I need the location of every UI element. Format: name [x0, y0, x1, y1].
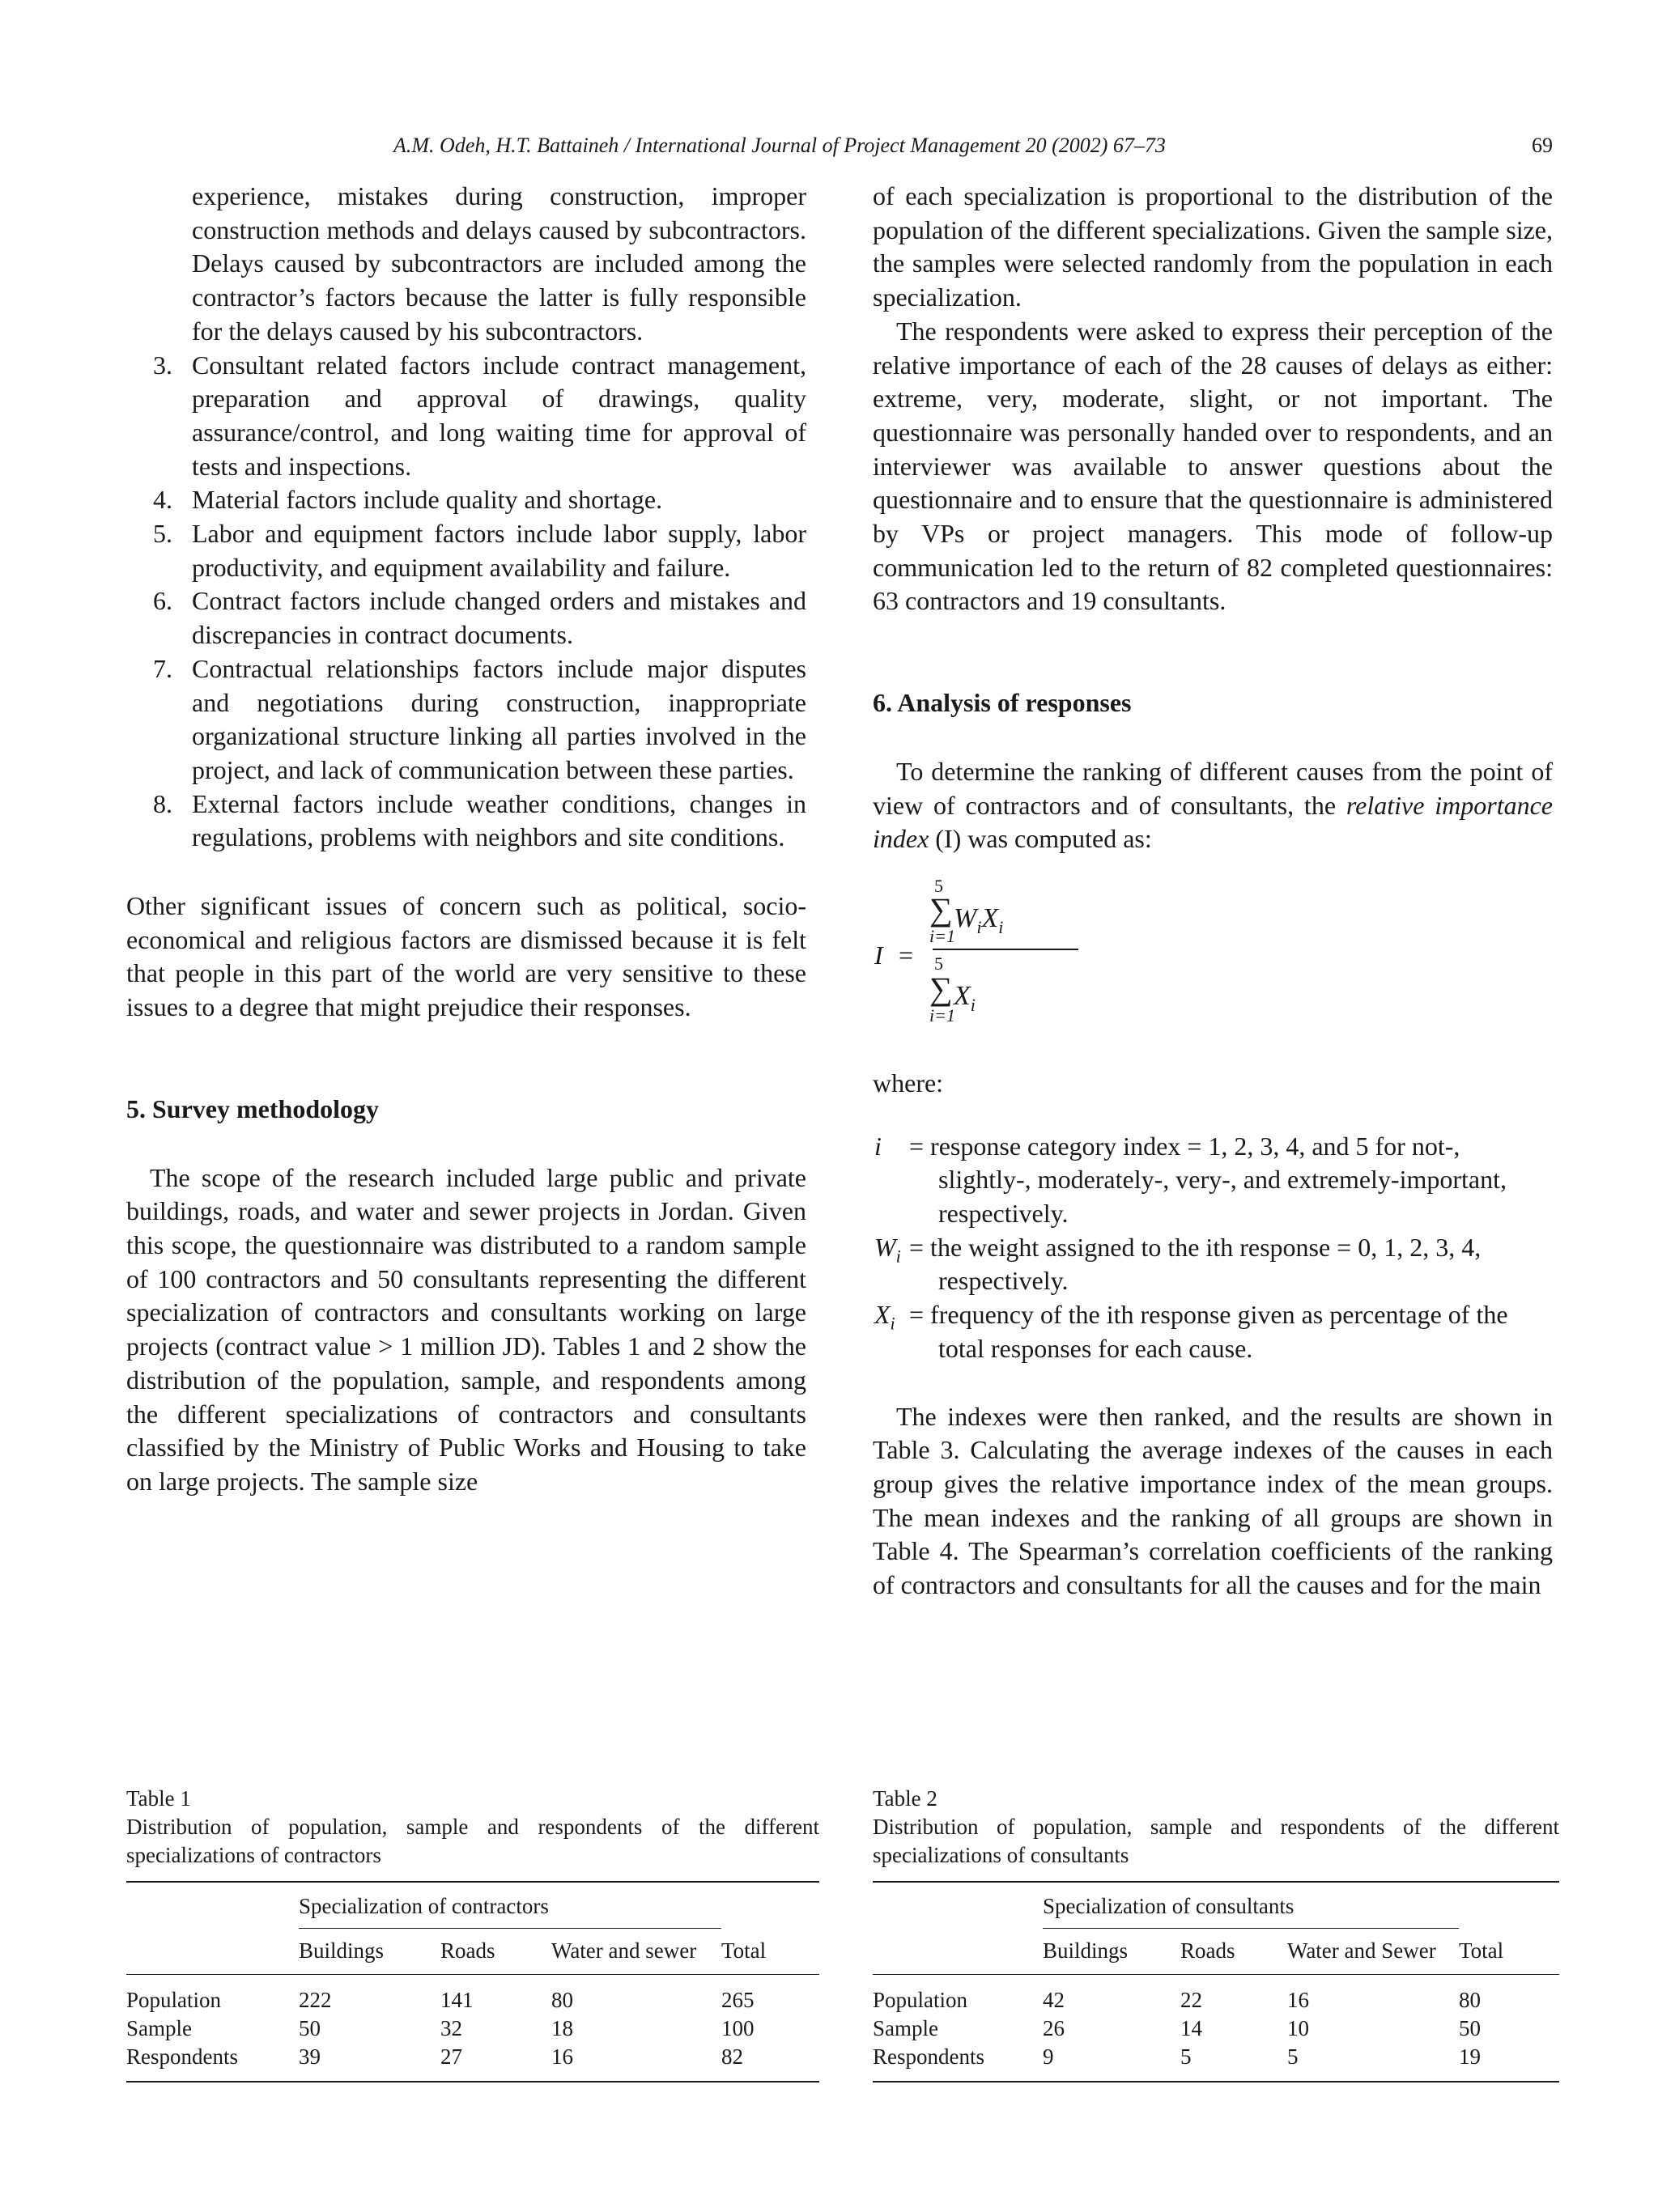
column-header: Total [1459, 1929, 1559, 1975]
table-cell: Population [126, 1988, 222, 2012]
paragraph-respondents: The respondents were asked to express their perception of the relative importance of each of the 28 causes of delays as either: extreme, very, moderate, slight, or not important. The questionnaire was personally handed over to respondents, and an interviewer was available to answer questions about the questionnaire and to ensure that the questionnaire is administered by VPs or project managers. This mode of follow-up communication led to the return of 82 completed questionnaires: 63 contractors and 19 consultants. [873, 316, 1553, 616]
list-item [126, 483, 806, 517]
column-header: Buildings [299, 1929, 440, 1975]
table-2-spanner: Specialization of consultants [1043, 1883, 1459, 1929]
definition-wi [873, 1231, 1553, 1298]
definition-i [873, 1130, 1553, 1231]
table-cell: 82 [721, 2043, 819, 2082]
table-cell: 16 [551, 2043, 721, 2082]
definition-text-continued: of the total responses for each cause. [938, 1300, 1508, 1363]
running-head: A.M. Odeh, H.T. Battaineh / International Journal of Project Management 20 (2002) 67–73 [393, 134, 1166, 157]
column-header: Total [721, 1929, 819, 1975]
table-cell: 39 [299, 2043, 440, 2082]
table-cell: Population [873, 1988, 968, 2012]
table-cell: 141 [440, 1988, 474, 2012]
left-column [126, 180, 806, 1499]
where-label: where: [873, 1068, 944, 1098]
paragraph-sample-continued: of each specialization is proportional to the distribution of the population of the different specializations. Given the sample size, the samples were selected randomly from the population in each specialization. [873, 181, 1553, 312]
table-1-spanner: Specialization of contractors [299, 1883, 721, 1929]
table-cell: 22 [1180, 1988, 1202, 2012]
denominator-lower-limit: i=1 [929, 1004, 955, 1025]
table-cell: 32 [440, 2016, 462, 2040]
denominator-sum-symbol: ∑ [929, 970, 953, 1007]
table-cell: 18 [551, 2016, 573, 2040]
term-relative-importance-index: relative importance index [873, 790, 1553, 854]
table-1-label: Table 1 [126, 1786, 191, 1811]
list-number: 7. [153, 653, 172, 683]
list-text: Contractual relationships factors include major disputes and negotiations during construction, inappropriate organizational structure linking all parties involved in the project, and lack of communication between these parties. [192, 653, 806, 784]
definitions [873, 1130, 1553, 1366]
table-header-row [873, 1929, 1559, 1975]
list-item [126, 584, 806, 652]
list-item-2-continued: experience, mistakes during construction, improper construction methods and delays caused by subcontractors. Delays caused by subcontractors are included among the contractor’s factors because the latter is fully responsible for the delays caused by his subcontractors. [192, 181, 806, 346]
list-number: 6. [153, 586, 172, 616]
numerator-upper-limit: 5 [934, 875, 943, 896]
denominator-term: $X_i$ [954, 980, 976, 1015]
table-cell: Sample [873, 2016, 938, 2040]
formula-lhs: I [874, 940, 883, 970]
table-cell: 265 [721, 1988, 755, 2012]
table-row [873, 2043, 1559, 2082]
list-text: External factors include weather conditions, changes in regulations, problems with neighbors and site conditions. [192, 788, 806, 852]
definition-text-continued: 4, respectively. [938, 1232, 1482, 1296]
section-6-title: 6. Analysis of responses [873, 688, 1132, 718]
running-header [126, 134, 1553, 166]
table-1-grid [126, 1881, 819, 2083]
fraction-bar [933, 949, 1078, 950]
table-cell: 80 [551, 1988, 573, 2012]
table-cell: Sample [126, 2016, 192, 2040]
table-cell: Respondents [126, 2043, 299, 2082]
list-item [126, 652, 806, 788]
list-text: Consultant related factors include contract management, preparation and approval of drawings, quality assurance/control, and long waiting time for approval of tests and inspections. [192, 350, 806, 481]
table-cell: 27 [440, 2043, 551, 2082]
definition-text: = response category index = 1, 2, 3, 4, and 5 for [909, 1131, 1405, 1161]
table-2-label: Table 2 [873, 1786, 937, 1811]
table-2 [873, 1785, 1559, 2083]
table-cell: 14 [1180, 2016, 1202, 2040]
list-text: Contract factors include changed orders and mistakes and discrepancies in contract documents. [192, 586, 806, 650]
table-row [126, 2043, 819, 2082]
denominator-upper-limit: 5 [934, 953, 943, 974]
table-cell: 42 [1043, 1988, 1065, 2012]
definition-text: = the weight assigned to the ith response = 0, 1, 2, 3, [909, 1232, 1456, 1262]
paragraph-ranking: To determine the ranking of different causes from the point of view of contractors and of consultants, the relative importance index (I) was computed as: [873, 756, 1553, 854]
list-number: 4. [153, 485, 172, 515]
table-cell: 222 [299, 1988, 332, 2012]
section-5-title: 5. Survey methodology [126, 1093, 379, 1123]
column-header: Roads [440, 1929, 551, 1975]
table-row [873, 1975, 1559, 2015]
numerator-term: $W_iX_i$ [954, 902, 1004, 937]
table-row [126, 2015, 819, 2043]
table-cell: 26 [1043, 2016, 1065, 2040]
list-number: 5. [153, 519, 172, 549]
table-cell: 16 [1287, 1988, 1309, 2012]
numerator-lower-limit: i=1 [929, 925, 955, 946]
list-item [126, 517, 806, 584]
column-header: Water and Sewer [1287, 1929, 1459, 1975]
list-item [126, 349, 806, 484]
table-cell: Respondents [873, 2043, 1043, 2082]
definition-symbol: $W_i$ [874, 1232, 901, 1267]
paragraph-indexes: The indexes were then ranked, and the results are shown in Table 3. Calculating the average indexes of the causes in each group gives the relative importance index of the mean groups. The mean indexes and the ranking of all groups are shown in Table 4. The Spearman’s correlation coefficients of the ranking of contractors and consultants for all the causes and for the main [873, 1401, 1553, 1600]
table-cell: 100 [721, 2016, 755, 2040]
definition-symbol: $X_i$ [874, 1300, 895, 1334]
column-header [873, 1929, 1043, 1975]
paragraph-other-issues: Other significant issues of concern such as political, socio-economical and religious factors are dismissed because it is felt that people in this part of the world are very sensitive to these issues to a degree that might prejudice their responses. [126, 891, 806, 1022]
table-1 [126, 1785, 819, 2083]
table-cell: 9 [1043, 2043, 1180, 2082]
paragraph-scope: The scope of the research included large public and private buildings, roads, and water and sewer projects in Jordan. Given this scope, the questionnaire was distributed to a random sample of 100 contractors and 50 consultants representing the different specialization of contractors and consultants working on large projects (contract value > 1 million JD). Tables 1 and 2 show the distribution of the population, sample, and respondents among the different specializations of contractors and consultants classified by the Ministry of Public Works and Housing to take on large projects. The sample size [126, 1162, 806, 1496]
table-cell: 50 [299, 2016, 321, 2040]
list-number: 8. [153, 788, 172, 818]
table-cell: 19 [1459, 2043, 1559, 2082]
table-row [126, 1975, 819, 2015]
table-cell: 10 [1287, 2016, 1309, 2040]
table-2-grid [873, 1881, 1559, 2083]
table-header-row [126, 1929, 819, 1975]
table-cell: 5 [1180, 2043, 1287, 2082]
definition-text-continued: not-, slightly-, moderately-, very-, and extremely-important, respectively. [938, 1131, 1507, 1229]
table-cell: 5 [1287, 2043, 1459, 2082]
column-header: Buildings [1043, 1929, 1180, 1975]
table-cell: 80 [1459, 1988, 1481, 2012]
numerator-sum-symbol: ∑ [929, 890, 953, 928]
definition-text: = frequency of the ith response given as percentage [909, 1300, 1442, 1330]
list-number: 3. [153, 350, 172, 380]
formula-equals: = [899, 940, 914, 970]
column-header: Roads [1180, 1929, 1287, 1975]
factor-list [126, 349, 806, 856]
table-cell: 50 [1459, 2016, 1481, 2040]
column-header: Water and sewer [551, 1929, 721, 1975]
relative-importance-formula [873, 874, 1553, 1036]
definition-symbol: i [874, 1131, 882, 1161]
list-item [126, 788, 806, 855]
column-header [126, 1929, 299, 1975]
page-number: 69 [1532, 134, 1553, 157]
list-text: Material factors include quality and shortage. [192, 485, 663, 515]
list-text: Labor and equipment factors include labor supply, labor productivity, and equipment availability and failure. [192, 519, 806, 582]
table-1-caption: Distribution of population, sample and respondents of the different specializations of contractors [126, 1815, 819, 1867]
right-column [873, 180, 1553, 1603]
definition-xi [873, 1298, 1553, 1365]
table-row [873, 2015, 1559, 2043]
table-2-caption: Distribution of population, sample and respondents of the different specializations of consultants [873, 1815, 1559, 1867]
